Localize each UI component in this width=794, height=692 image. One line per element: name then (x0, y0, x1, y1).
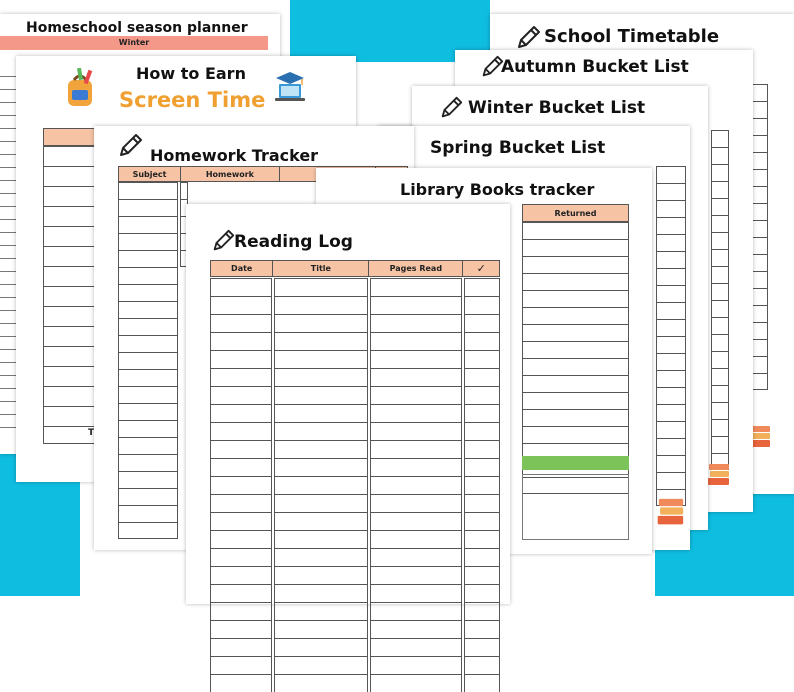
screen-time-title-line2: Screen Time (119, 88, 266, 112)
autumn-bucket-list-title: Autumn Bucket List (501, 57, 689, 77)
pencil-icon (210, 228, 236, 254)
reading-log-sheet (186, 204, 510, 604)
reading-log-check-rows (464, 278, 500, 692)
season-planner-title: Homeschool season planner (26, 20, 248, 36)
reading-log-col-pages: Pages Read (369, 261, 463, 277)
reading-log-header (210, 260, 500, 277)
backpack-icon (60, 68, 100, 110)
library-col-returned: Returned (522, 204, 629, 222)
pencil-icon (514, 24, 542, 52)
season-band: Winter (0, 36, 268, 50)
reading-log-date-rows (210, 278, 272, 692)
pencil-icon (116, 132, 144, 160)
school-timetable-title: School Timetable (544, 26, 720, 47)
library-books-title: Library Books tracker (400, 180, 595, 199)
homework-col-homework: Homework (181, 167, 280, 182)
library-row-grid (522, 222, 629, 494)
library-green-bar (522, 456, 629, 470)
homework-tracker-title: Homework Tracker (150, 146, 319, 165)
homework-col-subject: Subject (119, 167, 181, 182)
screen-time-title-line1: How to Earn (136, 64, 246, 83)
books-icon (707, 460, 731, 488)
season-footer-letter: T (88, 428, 95, 438)
library-notes-box (522, 474, 629, 540)
reading-log-col-check: ✓ (463, 261, 500, 277)
winter-bucket-list-title: Winter Bucket List (468, 98, 646, 118)
reading-log-col-title: Title (273, 261, 369, 277)
reading-log-pages-rows (370, 278, 462, 692)
spring-row-grid (656, 166, 686, 506)
spring-bucket-list-title: Spring Bucket List (430, 138, 606, 158)
reading-log-title-rows (274, 278, 368, 692)
laptop-graduation-icon (272, 70, 308, 106)
reading-log-title: Reading Log (234, 232, 353, 252)
autumn-row-grid (711, 130, 729, 470)
homework-subject-rows (118, 182, 178, 539)
books-icon (656, 494, 686, 528)
pencil-icon (438, 95, 464, 121)
reading-log-col-date: Date (211, 261, 273, 277)
